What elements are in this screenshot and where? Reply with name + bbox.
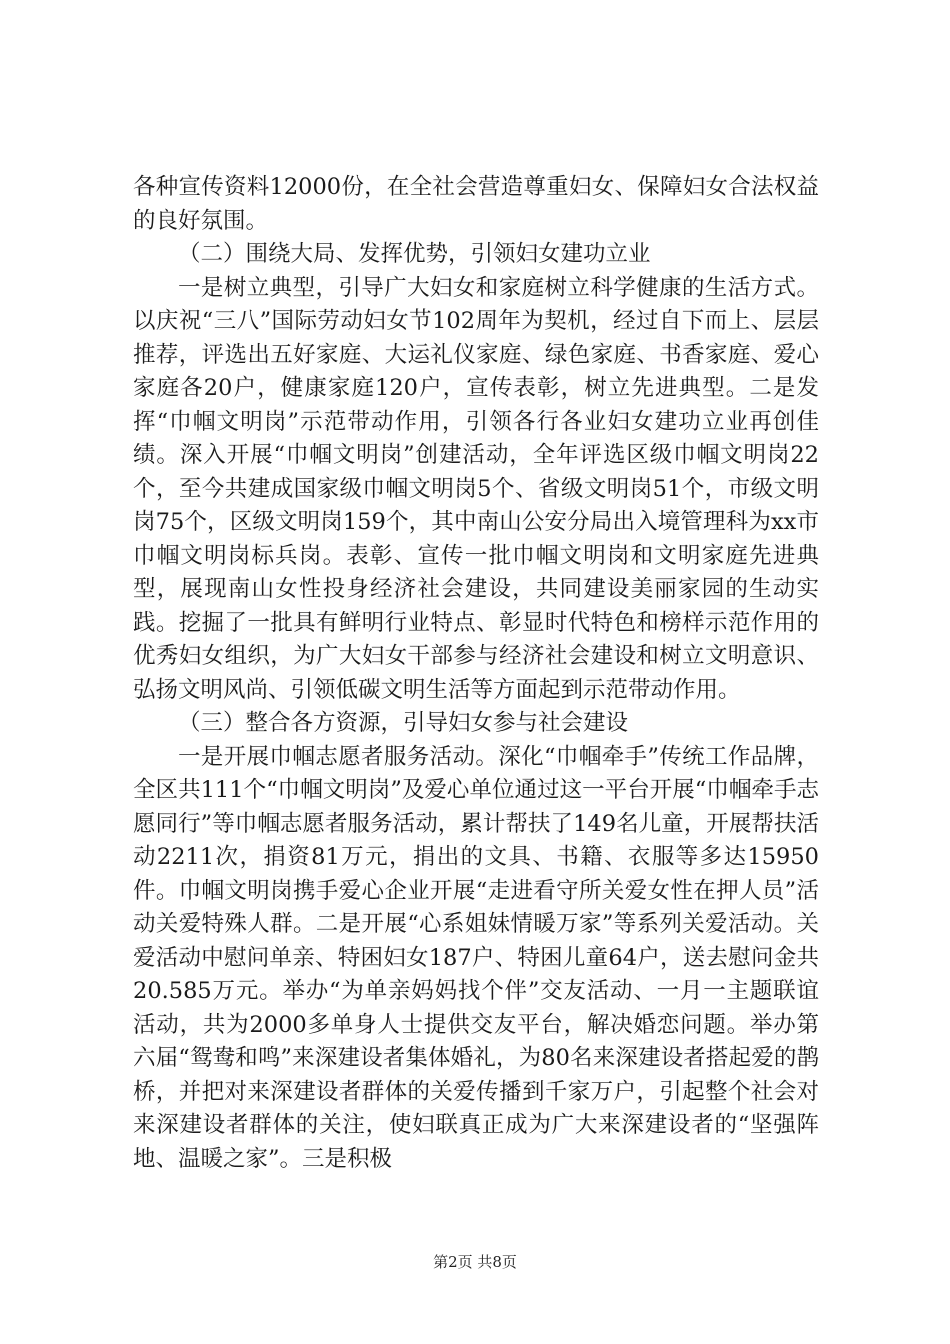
paragraph-section-2: 一是树立典型，引导广大妇女和家庭树立科学健康的生活方式。以庆祝“三八”国际劳动妇女节102周年为契机，经过自下而上、层层推荐，评选出五好家庭、大运礼仪家庭、绿色家庭、书香家庭、爱心家庭各20户，健康家庭120户，宣传表彰，树立先进典型。二是发挥“巾帼文明岗”示范带动作用，引领各行各业妇女建功立业再创佳绩。深入开展“巾帼文明岗”创建活动，全年评选区级巾帼文明岗22个，至今共建成国家级巾帼文明岗5个、省级文明岗51个，市级文明岗75个，区级文明岗159个，其中南山公安分局出入境管理科为xx市巾帼文明岗标兵岗。表彰、宣传一批巾帼文明岗和文明家庭先进典型，展现南山女性投身经济社会建设，共同建设美丽家园的生动实践。挖掘了一批具有鲜明行业特点、彰显时代特色和榜样示范作用的优秀妇女组织，为广大妇女干部参与经济社会建设和树立文明意识、弘扬文明风尚、引领低碳文明生活等方面起到示范带动作用。 bbox=[133, 274, 819, 703]
document-body bbox=[133, 171, 819, 1176]
section-heading-3: （三）整合各方资源，引导妇女参与社会建设 bbox=[178, 710, 629, 736]
page-footer: 第2页 共8页 bbox=[433, 1253, 517, 1271]
section-heading-2: （二）围绕大局、发挥优势，引领妇女建功立业 bbox=[178, 241, 651, 267]
paragraph-section-3: 一是开展巾帼志愿者服务活动。深化“巾帼牵手”传统工作品牌，全区共111个“巾帼文明岗”及爱心单位通过这一平台开展“巾帼牵手志愿同行”等巾帼志愿者服务活动，累计帮扶了149名儿童，开展帮扶活动2211次，捐资81万元，捐出的文具、书籍、衣服等多达15950件。巾帼文明岗携手爱心企业开展“走进看守所关爱女性在押人员”活动关爱特殊人群。二是开展“心系姐妹情暖万家”等系列关爱活动。关爱活动中慰问单亲、特困妇女187户、特困儿童64户，送去慰问金共20.585万元。举办“为单亲妈妈找个伴”交友活动、一月一主题联谊活动，共为2000多单身人士提供交友平台，解决婚恋问题。举办第六届“鸳鸯和鸣”来深建设者集体婚礼，为80名来深建设者搭起爱的鹊桥，并把对来深建设者群体的关爱传播到千家万户，引起整个社会对来深建设者群体的关注，使妇联真正成为广大来深建设者的“坚强阵地、温暖之家”。三是积极 bbox=[133, 743, 819, 1172]
paragraph-continuation: 各种宣传资料12000份，在全社会营造尊重妇女、保障妇女合法权益的良好氛围。 bbox=[133, 174, 819, 234]
